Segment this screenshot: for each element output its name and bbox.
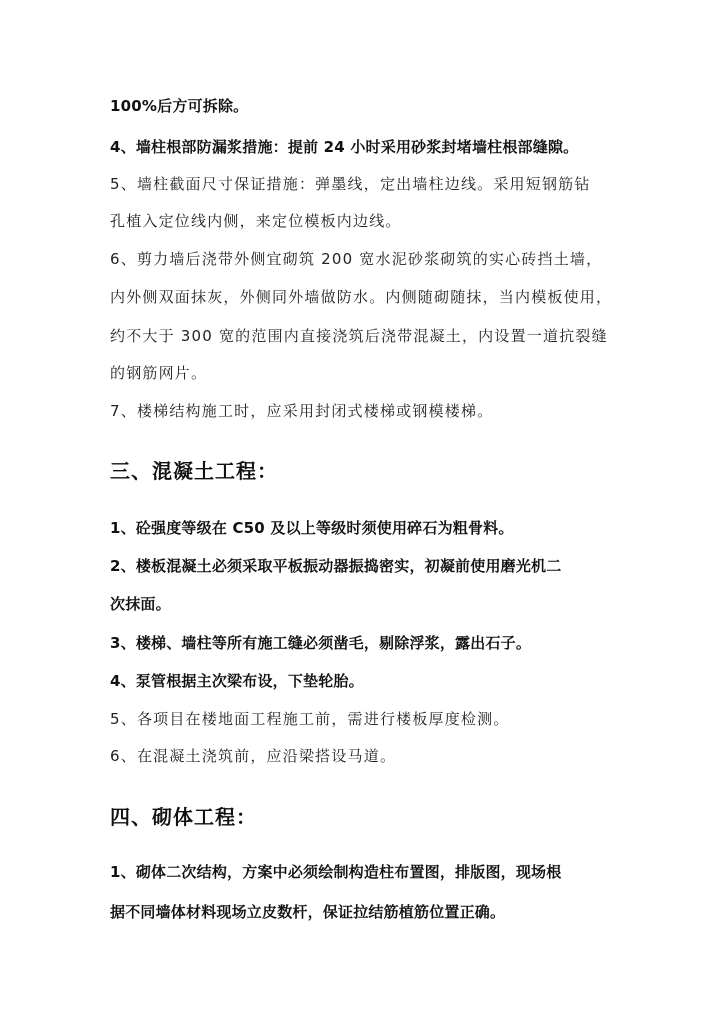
paragraph-line: 约不大于 300 宽的范围内直接浇筑后浇带混凝土，内设置一道抗裂缝 <box>110 327 608 345</box>
paragraph-line: 1、砼强度等级在 C50 及以上等级时须使用碎石为粗骨料。 <box>110 519 514 537</box>
paragraph-line: 5、各项目在楼地面工程施工前，需进行楼板厚度检测。 <box>110 710 510 728</box>
paragraph-line: 3、楼梯、墙柱等所有施工缝必须凿毛，剔除浮浆，露出石子。 <box>110 634 532 652</box>
paragraph-line: 4、泵管根据主次梁布设，下垫轮胎。 <box>110 672 364 690</box>
paragraph-line: 次抹面。 <box>110 595 171 613</box>
section-heading-masonry: 四、砌体工程： <box>110 805 257 829</box>
paragraph-line: 孔植入定位线内侧，来定位模板内边线。 <box>110 212 402 230</box>
paragraph-line: 1、砌体二次结构，方案中必须绘制构造柱布置图，排版图，现场根 <box>110 863 562 881</box>
paragraph-line: 6、剪力墙后浇带外侧宜砌筑 200 宽水泥砂浆砌筑的实心砖挡土墙， <box>110 250 603 268</box>
paragraph-line: 7、楼梯结构施工时，应采用封闭式楼梯或钢模楼梯。 <box>110 402 494 420</box>
paragraph-line: 据不同墙体材料现场立皮数杆，保证拉结筋植筋位置正确。 <box>110 903 506 921</box>
paragraph-line: 5、墙柱截面尺寸保证措施：弹墨线，定出墙柱边线。采用短钢筋钻 <box>110 175 591 193</box>
paragraph-line: 4、墙柱根部防漏浆措施：提前 24 小时采用砂浆封堵墙柱根部缝隙。 <box>110 138 579 156</box>
paragraph-line: 100%后方可拆除。 <box>110 97 249 115</box>
paragraph-line: 6、在混凝土浇筑前，应沿梁搭设马道。 <box>110 747 397 765</box>
paragraph-line: 2、楼板混凝土必须采取平板振动器振捣密实，初凝前使用磨光机二 <box>110 557 562 575</box>
section-heading-concrete: 三、混凝土工程： <box>110 459 278 483</box>
paragraph-line: 的钢筋网片。 <box>110 364 208 382</box>
paragraph-line: 内外侧双面抹灰，外侧同外墙做防水。内侧随砌随抹，当内模板使用， <box>110 288 613 306</box>
